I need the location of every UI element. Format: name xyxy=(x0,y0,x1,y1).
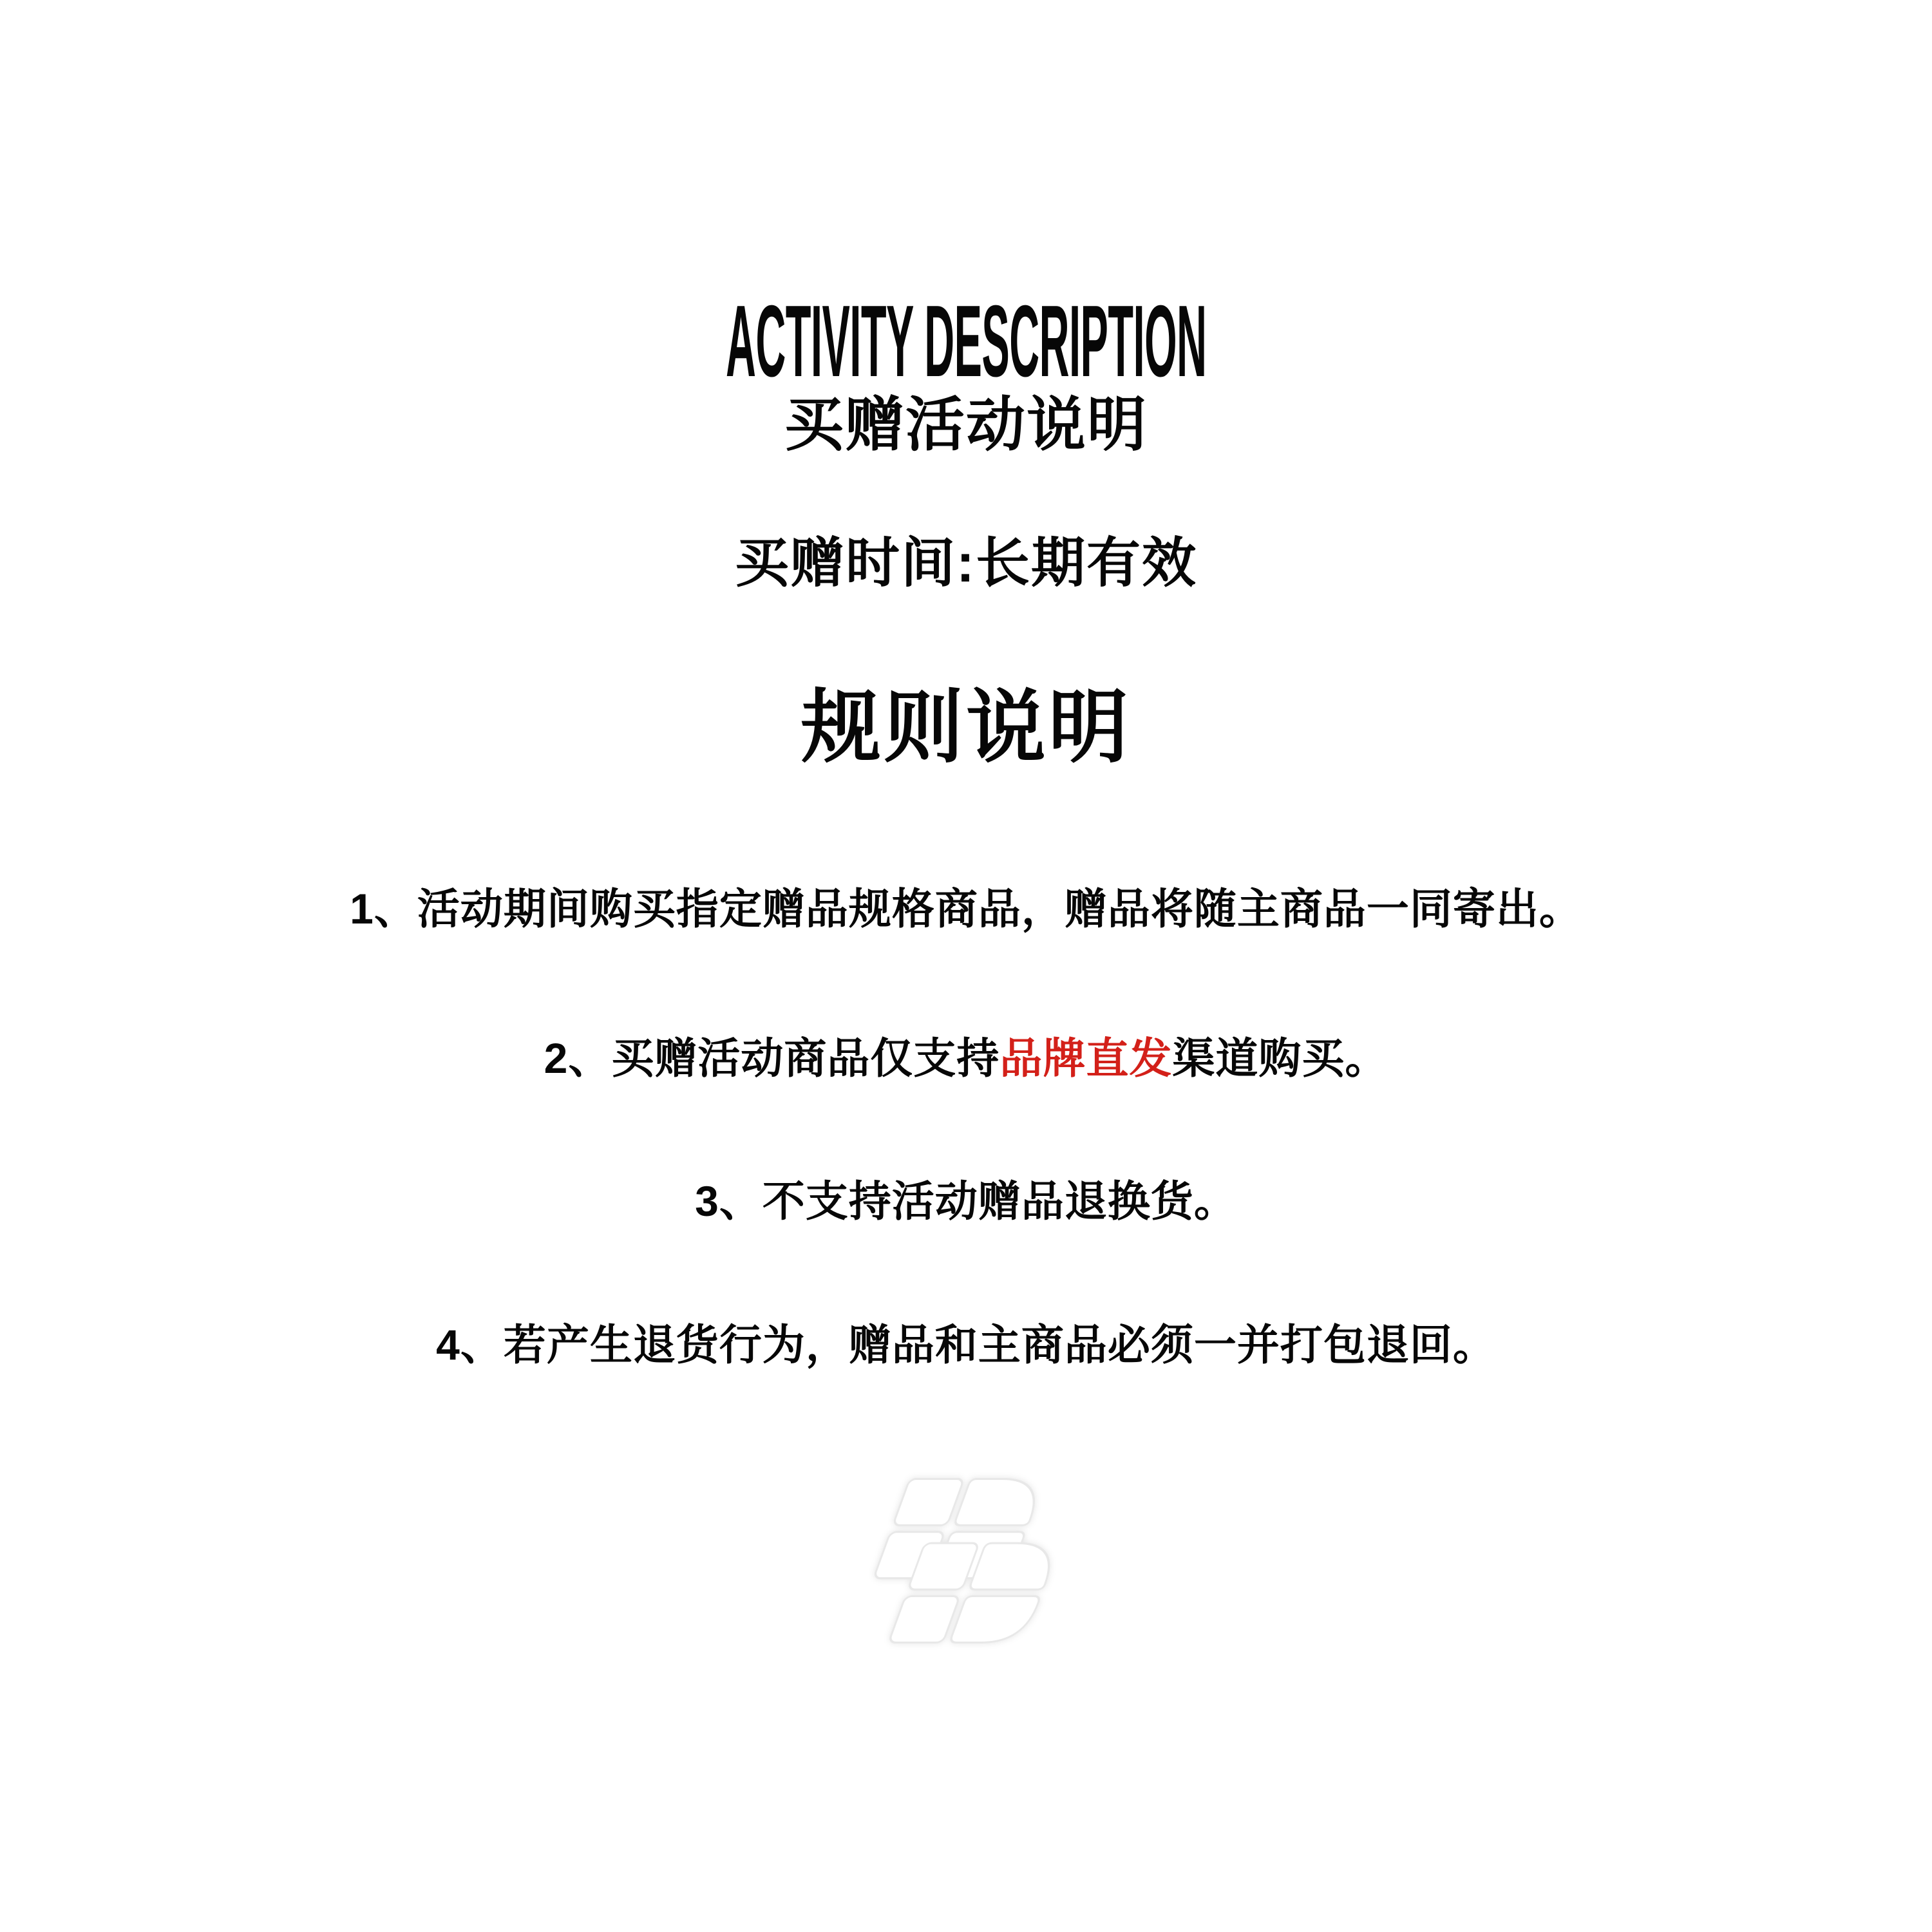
promo-time-line: 买赠时间:长期有效 xyxy=(735,533,1197,593)
rule-2-pre: 2、买赠活动商品仅支持 xyxy=(544,1034,1000,1082)
rule-2-highlight: 品牌直发 xyxy=(999,1034,1173,1082)
rule-item-1: 1、活动期间购买指定赠品规格商品，赠品将随主商品一同寄出。 xyxy=(350,885,1582,933)
rule-item-2 xyxy=(0,1034,1932,1082)
page-title-en xyxy=(0,285,1932,398)
rule-2-post: 渠道购买。 xyxy=(1172,1034,1388,1082)
rules-heading: 规则说明 xyxy=(800,683,1131,772)
brand-watermark-logo xyxy=(849,1478,1081,1645)
page-title-en-text: ACTIVITY DESCRIPTION xyxy=(725,285,1207,398)
rule-item-3: 3、不支持活动赠品退换货。 xyxy=(695,1177,1237,1225)
rule-item-4: 4、若产生退货行为，赠品和主商品必须一并打包退回。 xyxy=(436,1321,1496,1368)
page-title-cn: 买赠活动说明 xyxy=(784,392,1148,458)
